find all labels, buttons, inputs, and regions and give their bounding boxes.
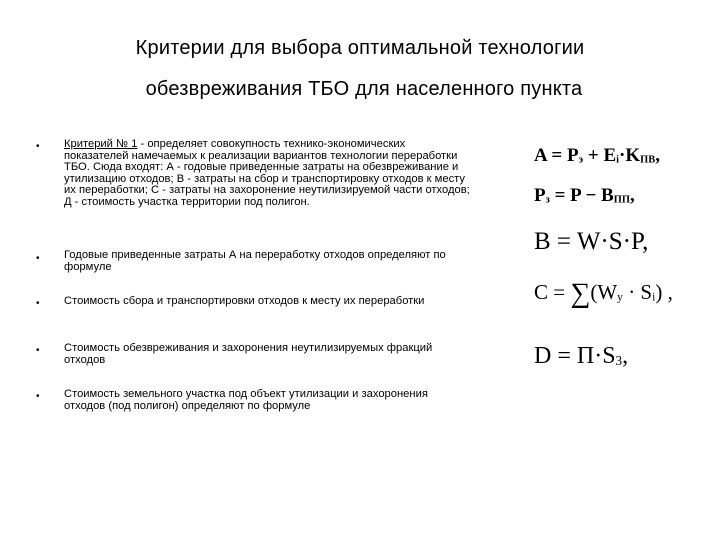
sigma-symbol: ∑ xyxy=(570,278,591,309)
bullet-text-3: Стоимость сбора и транспортировки отходов к месту их переработки xyxy=(64,295,425,307)
formula-land-cost: D = П·S3, xyxy=(534,343,629,369)
bullet-text-1 xyxy=(64,139,472,209)
bullet-marker-1: • xyxy=(36,141,40,152)
slide-title-line-2: обезвреживания ТБО для населенного пункта xyxy=(145,78,583,100)
criterion-description: - определяет совокупность технико-экономических показателей намечаемых к реализации вариантов технологии переработки ТБО. Сюда входят: А - годовые приведенные затраты на обезвреживание и утилизацию отходов; В - затраты на сбор и транспортировку отходов к месту их переработки; С - затраты на захоронение неутилизируемой части отходов; Д - стоимость участка территории под полигон. xyxy=(64,138,470,208)
bullet-text-5: Стоимость земельного участка под объект утилизации и захоронения отходов (под полигон) определяют по формуле xyxy=(64,388,428,412)
formula-operating-costs: Pз = P − BПП, xyxy=(534,185,635,206)
bullet-marker-5: • xyxy=(36,391,40,402)
bullet-text-4: Стоимость обезвреживания и захоронения неутилизируемых фракций отходов xyxy=(64,342,433,366)
bullet-marker-3: • xyxy=(36,298,40,309)
formula-annual-costs: A = Pэ + Ei·KПВ, xyxy=(534,145,660,166)
formula-disposal-costs: C = ∑(Wy · Si) , xyxy=(534,278,673,309)
formula-collection-costs: B = W·S·P, xyxy=(534,228,649,255)
slide-title-line-1: Критерии для выбора оптимальной технологии xyxy=(135,37,585,59)
bullet-marker-2: • xyxy=(36,253,40,264)
criterion-label: Критерий № 1 xyxy=(64,138,138,150)
bullet-text-2: Годовые приведенные затраты А на переработку отходов определяют по формуле xyxy=(64,249,446,273)
bullet-marker-4: • xyxy=(36,345,40,356)
